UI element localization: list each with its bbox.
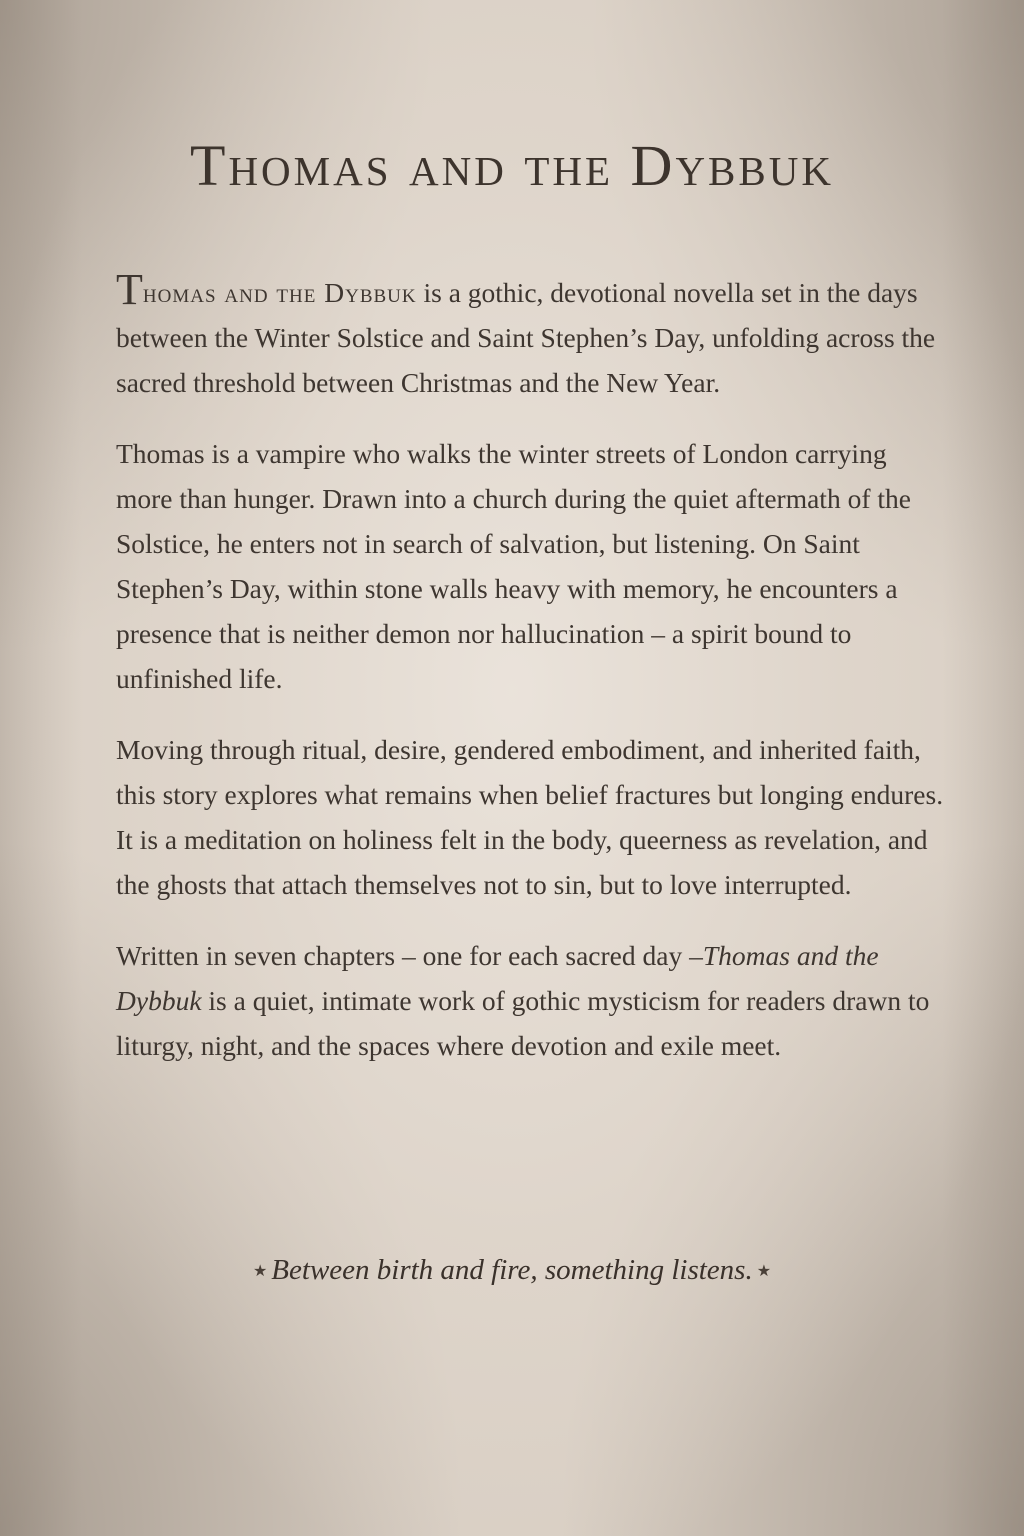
star-ornament-icon: ★ xyxy=(252,1263,268,1280)
tagline-text: Between birth and fire, something listens. xyxy=(271,1254,753,1286)
drop-cap: T xyxy=(116,265,143,314)
paragraph-structure-rest: is a quiet, intimate work of gothic mysticism for readers drawn to liturgy, night, and the spaces where devotion and exile meet. xyxy=(116,985,930,1061)
paragraph-structure xyxy=(116,933,946,1068)
book-title-italic: Thomas and the Dybbuk xyxy=(116,940,879,1016)
paragraph-structure-lead: Written in seven chapters – one for each sacred day – xyxy=(116,940,703,971)
blurb-text xyxy=(116,265,946,1094)
paragraph-intro xyxy=(116,265,946,405)
book-title: Thomas and the Dybbuk xyxy=(190,133,834,198)
paragraph-themes: Moving through ritual, desire, gendered embodiment, and inherited faith, this story explores what remains when belief fractures but longing endures. It is a meditation on holiness felt in the body, queerness as revelation, and the ghosts that attach themselves not to sin, but to love interrupted. xyxy=(116,734,944,900)
tagline xyxy=(0,1254,1024,1287)
title-smallcaps: homas and the Dybbuk xyxy=(142,277,417,308)
star-ornament-icon: ★ xyxy=(756,1263,772,1280)
paragraph-character: Thomas is a vampire who walks the winter streets of London carrying more than hunger. Drawn into a church during the quiet aftermath of the Solstice, he enters not in search of salvation, but listening. On Saint Stephen’s Day, within stone walls heavy with memory, he encounters a presence that is neither demon nor hallucination – a spirit bound to unfinished life. xyxy=(116,438,911,694)
paragraph-intro-text: is a gothic, devotional novella set in the days between the Winter Solstice and Saint Stephen’s Day, unfolding across the sacred threshold between Christmas and the New Year. xyxy=(116,277,936,398)
